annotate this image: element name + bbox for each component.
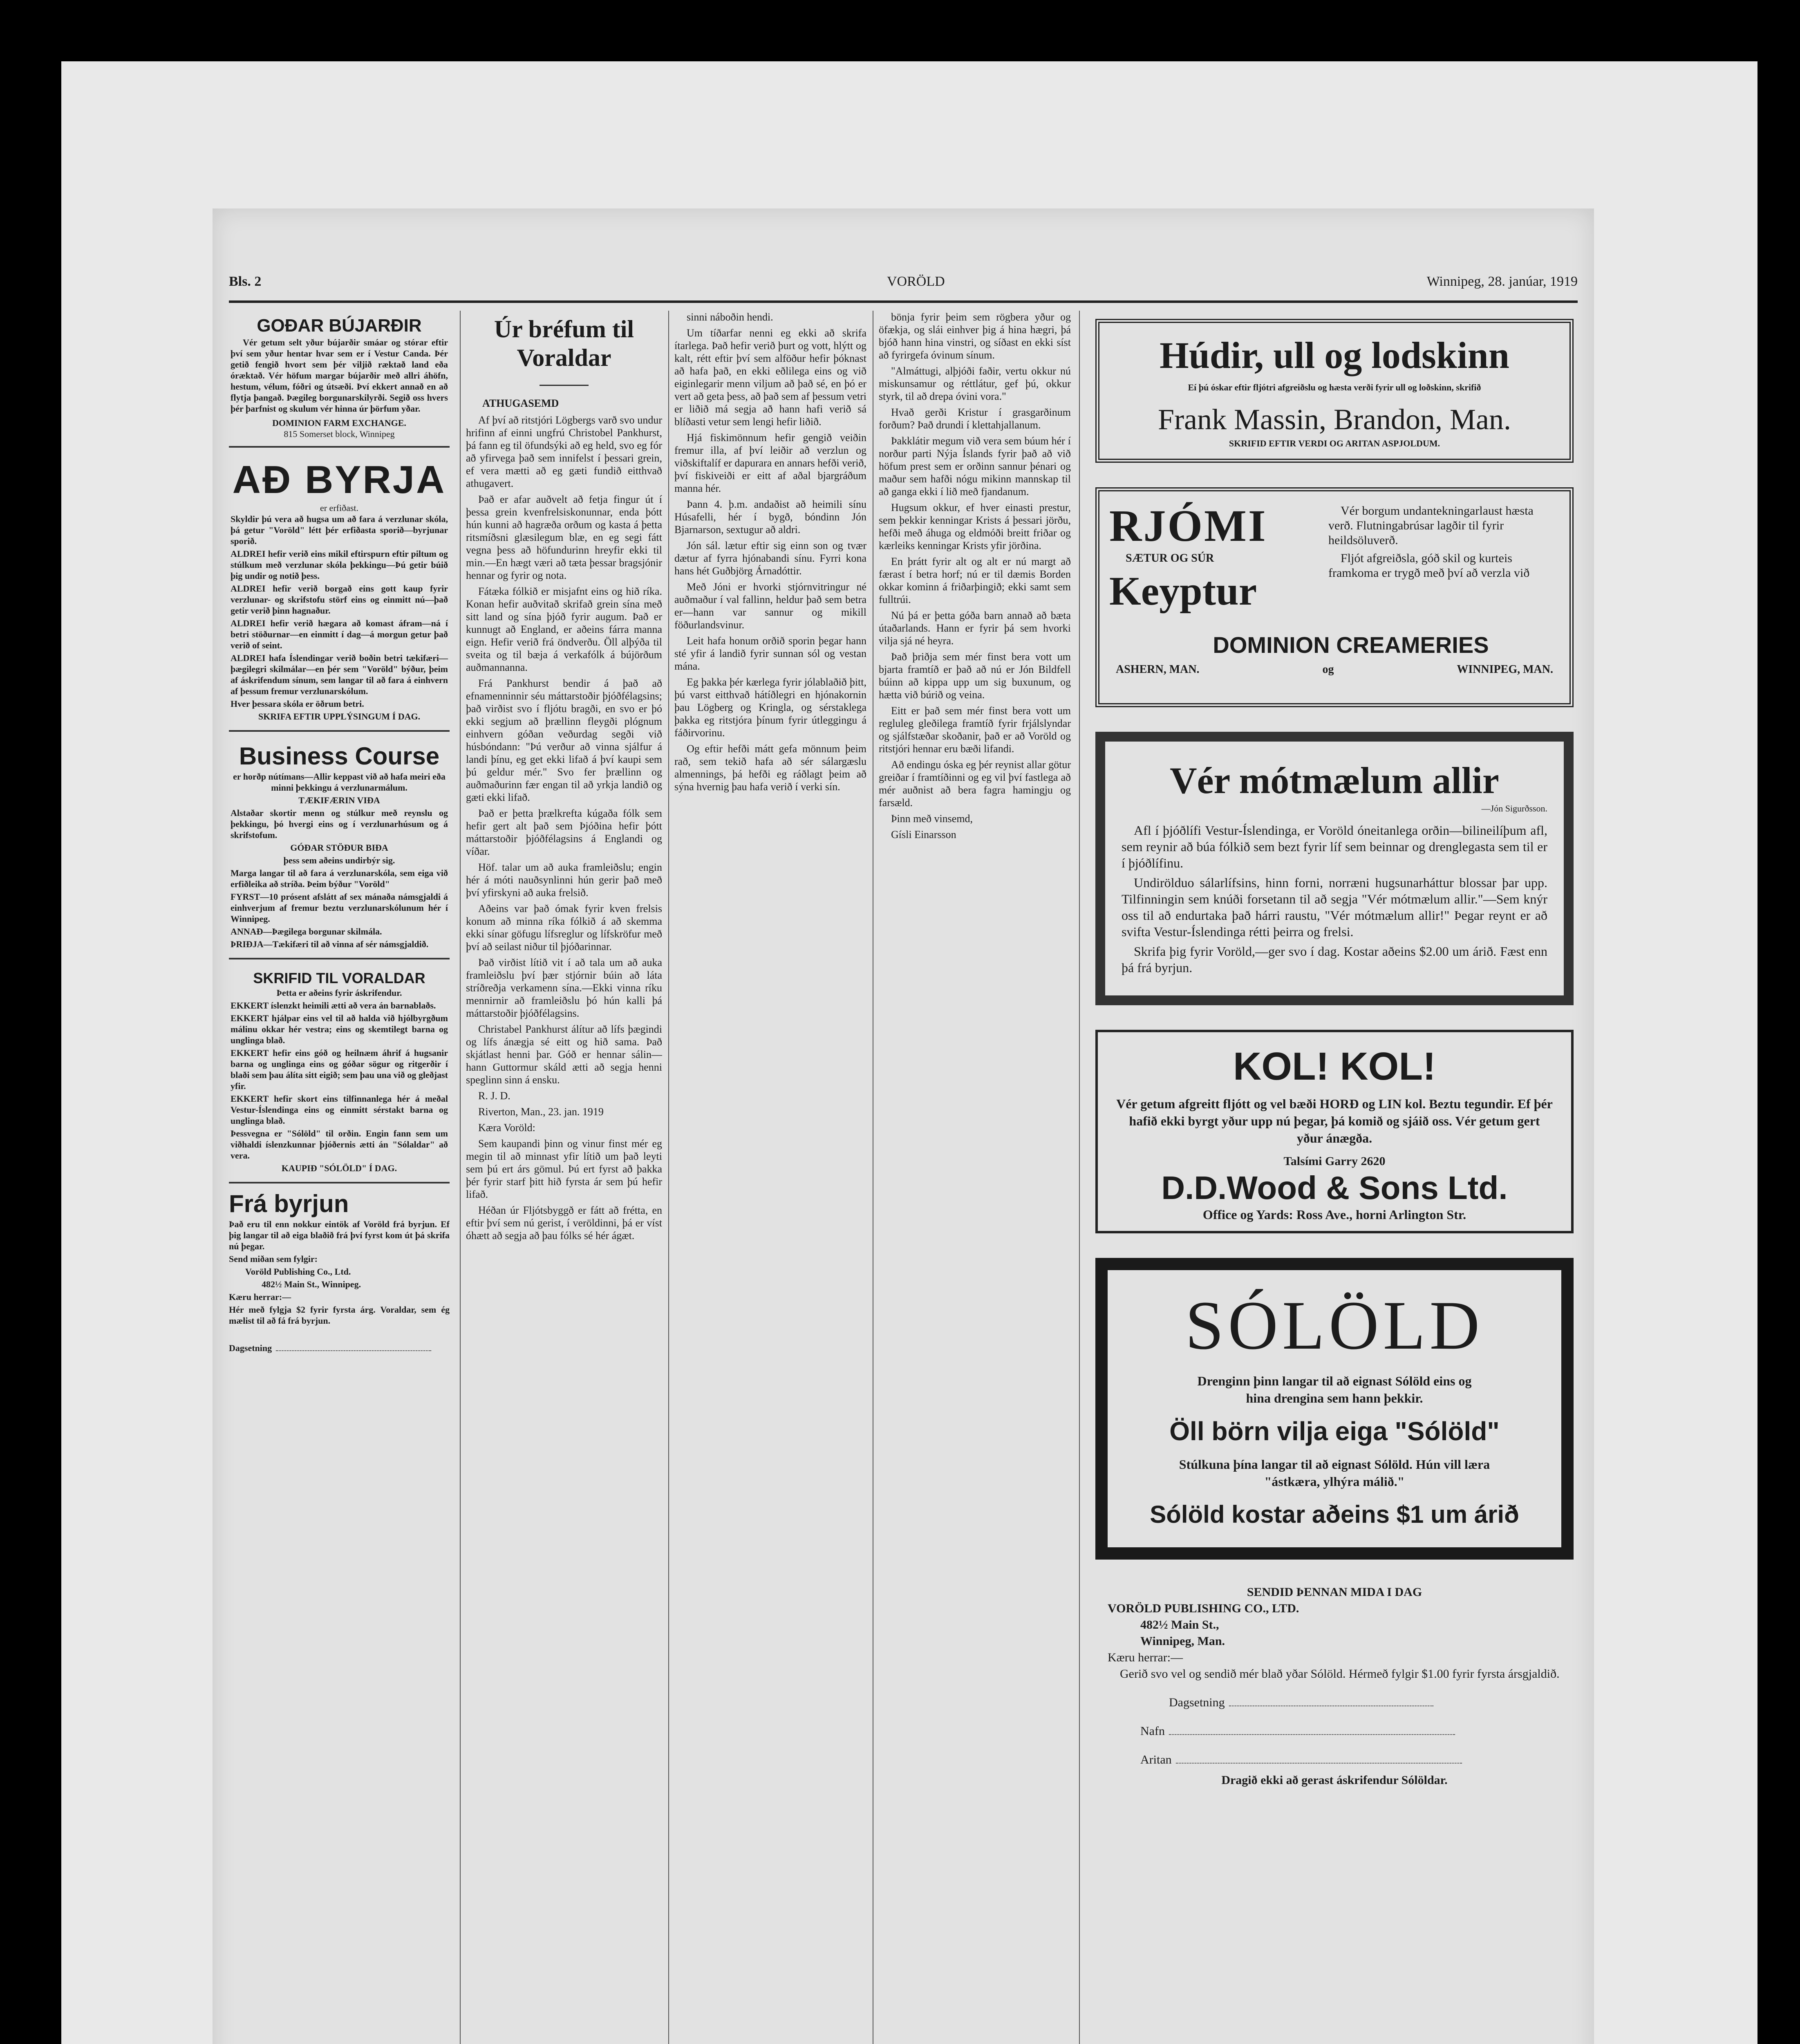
letter-paragraph: Það er þetta þrælkrefta kúgaða fólk sem hefir gert alt það sem Þjóðina hefir þótt máttarstoðir þjóðfélagsins á Englandi og víðar. <box>466 807 662 857</box>
frabyrjun-req: Hér með fylgja $2 fyrir fyrsta árg. Voraldar, sem ég mælist til að fá frá byrjun. <box>229 1304 450 1326</box>
bujardir-address: 815 Somerset block, Winnipeg <box>284 429 395 439</box>
date-fill-line[interactable] <box>276 1350 431 1351</box>
skrifid-p6: KAUPIÐ "SÓLÖLD" Í DAG. <box>281 1163 397 1173</box>
letter-paragraph: Riverton, Man., 23. jan. 1919 <box>478 1106 604 1118</box>
letter-paragraph: Og eftir hefði mátt gefa mönnum þeim rað, sem tekið hafa að sér sálargæslu almennings, þá hefði eg ráðlagt þeim að sýna hvernig þau hafa verið í verki sín. <box>674 743 866 793</box>
bujardir-company: DOMINION FARM EXCHANGE. <box>272 418 406 428</box>
rjomi-title: RJÓMI <box>1109 501 1267 551</box>
skrifid-p1: EKKERT íslenzkt heimili ætti að vera án barnablaðs. <box>231 1000 436 1011</box>
business-sub1: TÆKIFÆRIN VIÐA <box>298 795 380 805</box>
page-number: Bls. 2 <box>229 274 262 289</box>
letter-paragraph: Af því að ritstjóri Lögbergs varð svo undur hrifinn af einni ungfrú Christobel Pankhurst, þá fann eg til öfundsýki að eg held, svo eg fór að yfirvega það sem innifelst í þessari grein, ef vera mætti að eg gæti fundið eitthvað athugavert. <box>466 414 662 489</box>
coupon-addr3: Winnipeg, Man. <box>1140 1634 1225 1648</box>
coupon-foot: Dragið ekki að gerast áskrifendur Sólöldar. <box>1221 1773 1448 1787</box>
frabyrjun-send: Send miðan sem fylgir: <box>229 1254 318 1264</box>
kol-title: KOL! KOL! <box>1233 1044 1436 1088</box>
business-intro: er horðp nútímans—Allir keppast við að hafa meiri eða minni þekkingu á verzlunarmálum. <box>233 771 446 793</box>
coupon-kaeri: Kæru herrar:— <box>1108 1651 1183 1664</box>
motmaelum-p1: Afl í þjóðlífi Vestur-Íslendinga, er Voröld óneitanlega orðin—bilineilíþum afl, sem reynir að búa fólkið sem bezt fyrir líf sem beinnar og drenglegasta sem til er í þjóðlífinu. <box>1122 823 1547 870</box>
dateline: Winnipeg, 28. janúar, 1919 <box>1426 274 1578 289</box>
rjomi-sub: SÆTUR OG SÚR <box>1126 552 1214 565</box>
rjomi-company: DOMINION CREAMERIES <box>1213 632 1489 658</box>
solold-ad <box>1095 1258 1574 1560</box>
adbyrja-subtitle: er erfiðast. <box>320 503 359 513</box>
adbyrja-p2: ALDREI hefir verið eins mikil eftirspurn eftir piltum og stúlkum með verzlunar skóla þekkingu—Þú getir búið þig undir og notið þess. <box>231 549 448 581</box>
letter-paragraph: Christabel Pankhurst álítur að lífs þægindi og lífs ánægja sé eitt og hið sama. Það skjátlast henni þar. Góð er hennar sálin—hann Guttormur skáld ætti að segja henni speglinn sinn á ensku. <box>466 1023 662 1086</box>
letter-paragraph: Leit hafa honum orðið sporin þegar hann sté yfir á landið fyrir sunnan sól og vestan mána. <box>674 635 866 672</box>
business-p6: ÞRIÐJA—Tækifæri til að vinna af sér námsgjaldið. <box>231 939 429 949</box>
frabyrjun-addr1: Voröld Publishing Co., Ltd. <box>245 1266 351 1277</box>
skrifid-p2: EKKERT hjálpar eins vel til að halda við hjólbyrgðum málinu okkar hér vestra; eins og skemtilegt barna og unglinga blað. <box>231 1013 448 1045</box>
solold-title: SÓLÖLD <box>1185 1287 1484 1364</box>
hudir-ad <box>1095 319 1574 463</box>
kol-phone: Talsími Garry 2620 <box>1283 1154 1386 1168</box>
adbyrja-title: AÐ BYRJA <box>232 458 446 502</box>
frabyrjun-date-label: Dagsetning <box>229 1343 272 1353</box>
coupon-address-label: Aritan <box>1140 1753 1172 1766</box>
rjomi-loc2: WINNIPEG, MAN. <box>1457 663 1553 676</box>
rjomi-locations <box>1116 663 1553 676</box>
letter-paragraph: Um tíðarfar nenni eg ekki að skrifa ítarlega. Það hefir verið þurt og vott, hlýtt og kalt, rétt eftir því sem alföður hefir þóknast að hafa það, en ekki eðlilega eins og við eiginlegarir menn viljum að það sé, en þó er vert að geta þess, að það sem af þessum vetri er liðið má segja að hann hafi verið sá blíðasti vetur sem lengi hefir liðið. <box>674 327 866 428</box>
letter-paragraph: Kæra Voröld: <box>478 1122 535 1134</box>
letter-paragraph: Aðeins var það ómak fyrir kven frelsis konum að minna ríka fólkið á að skemma ekki sínar göfugu lífsreglur og lífskröfur með því að seilast niður til þjóðarinnar. <box>466 903 662 953</box>
letters-subtitle: ATHUGASEMD <box>482 397 559 409</box>
column-divider <box>1079 311 1080 2044</box>
frabyrjun-title: Frá byrjun <box>229 1190 349 1217</box>
letter-paragraph: Það er afar auðvelt að fetja fingur út í þessa grein kvenfrelsiskonunnar, enda þótt hún kunni að hagræða orðum og kasta á þetta ritsmíðsni glæsilegum blæ, en eg segi fátt vegna þess að höfundurinn hreyfir ekki til min.—En hægt væri að tæta þessar bragsjónir hennar og fyrir og nota. <box>466 493 662 581</box>
adbyrja-p4: ALDREI hefir verið hægara að komast áfram—ná í betri stöðurnar—en einmitt í dag—á morgun getur það verið of seint. <box>231 618 448 650</box>
business-p1: Alstaðar skortir menn og stúlkur með reynslu og þekkingu, þó hvergi eins og í verzlunarhúsum og á skrifstofum. <box>231 808 448 840</box>
letters-column-1 <box>466 311 662 2044</box>
column-divider <box>668 311 669 2044</box>
solold-coupon <box>1108 1584 1561 1788</box>
coupon-title: SENDID ÞENNAN MIDA I DAG <box>1247 1585 1422 1599</box>
letter-paragraph: Nú þá er þetta góða barn annað að bæta útaðarlands. Hann er fyrir þá sem hvorki vilja sjá né heyra. <box>879 610 1071 647</box>
solold-p1: Drenginn þinn langar til að eignast Sólöld eins og hina drengina sem hann þekkir. <box>1197 1374 1472 1405</box>
page-header <box>229 274 1578 298</box>
bujardir-body: Vér getum selt yður bújarðir smáar og stórar eftir því sem yður hentar hvar sem er í Vestur Canda. Þér getið fengið hvort sem þér viljið ræktað land eða óræktað. Vér höfum margar bújarðir með allri áhöfn, hestum, vélum, fóðri og útsæði. Því ekkert annað en að flytja þangað. Þægileg borgunarskilyrði. Segið oss hvers þér þarfnist og skulum vér hinna úr þörfum yðar. <box>231 337 448 414</box>
business-p4: FYRST—10 prósent afslátt af sex mánaða námsgjaldi á einhverjum af fremur beztu verzlunarskólunum hér í Winnipeg. <box>231 892 448 924</box>
solold-p3: Stúlkuna þína langar til að eignast Sólöld. Hún vill læra "ástkæra, ylhýra málið." <box>1179 1457 1490 1489</box>
letter-paragraph: Þinn með vinsemd, <box>891 813 973 825</box>
business-p2: þess sem aðeins undirbýr sig. <box>283 855 395 865</box>
kol-company: D.D.Wood & Sons Ltd. <box>1161 1170 1508 1206</box>
rjomi-loc1: ASHERN, MAN. <box>1116 663 1200 676</box>
letter-paragraph: Það þriðja sem mér finst bera vott um bjarta framtíð er það að nú er Jón Bildfell búinn að kippa upp um sig buxunum, og hætta við búrið og veina. <box>879 651 1071 701</box>
newspaper-page <box>213 208 1594 2044</box>
header-rule <box>229 300 1578 303</box>
coupon-name-label: Nafn <box>1140 1724 1165 1738</box>
adbyrja-p3: ALDREI hefir verið borgað eins gott kaup fyrir verzlunar- og skrifstofu störf eins og einmitt nú—það getir verið þinn hagnaður. <box>231 583 448 616</box>
frabyrjun-section <box>229 1189 450 1354</box>
letter-paragraph: "Almáttugi, alþjóði faðir, vertu okkur nú miskunsamur og réttlátur, gef þú, okkur styrk, til að drepa óvini vora." <box>879 365 1071 402</box>
rjomi-title2: Keyptur <box>1109 568 1257 614</box>
hudir-small: SKRIFID EFTIR VERDI OG ARITAN ASPJOLDUM. <box>1229 438 1440 448</box>
coupon-addr2: 482½ Main St., <box>1140 1618 1219 1632</box>
adbyrja-p1: Skyldir þú vera að hugsa um að fara á verzlunar skóla, þá getur "Voröld" létt þér erfiðasta sporið—byrjunar sporið. <box>231 514 448 546</box>
bujardir-title: GOÐAR BÚJARÐIR <box>257 316 422 336</box>
letters-title: Úr bréfum til Voraldar <box>494 316 634 371</box>
kol-p1: Vér getum afgreitt fljótt og vel bæði HORÐ og LIN kol. Beztu tegundir. Ef þér hafið ekki byrgt yður upp nú þegar, þá komið og sjáið oss. Vér getum gert yður ánægða. <box>1116 1096 1553 1145</box>
hudir-name: Frank Massin, Brandon, Man. <box>1158 403 1511 436</box>
business-p3: Marga langar til að fara á verzlunarskóla, sem eiga við erfiðleika að stríða. Þeim býður "Voröld" <box>231 868 448 889</box>
skrifid-title: SKRIFID TIL VORALDAR <box>253 970 425 986</box>
business-p5: ANNAÐ—Þægilega borgunar skilmála. <box>231 926 382 937</box>
letters-column-2 <box>674 311 866 2044</box>
letter-paragraph: sinni náboðin hendi. <box>687 311 773 323</box>
column-divider <box>460 311 461 2044</box>
letter-paragraph: Gísli Einarsson <box>891 829 956 840</box>
letter-paragraph: Fátæka fólkið er misjafnt eins og hið ríka. Konan hefir auðvitað skrifað grein sína með sitt land og sína þjóð fyrir augum. Það er kunnugt að England, er aðeins fárra manna eign. Hefir verið frá öndverðu. Öll alþýða til sveita og til bæja á verkafólk á bújörðum auðmannanna. <box>466 585 662 673</box>
letter-paragraph: R. J. D. <box>478 1090 510 1102</box>
skrifid-p5: Þessvegna er "Sólöld" til orðin. Engin fann sem um viðhaldi íslenzkunnar þjóðernis ætti án "Sólaldar" að vera. <box>231 1128 448 1161</box>
skrifid-p3: EKKERT hefir eins góð og heilnæm áhrif á hugsanir barna og unglinga eins og góðar sögur og ritgerðir í blaði sem þau álíta sitt eigið; sem þau una við og gleðjast yfir. <box>231 1048 448 1091</box>
column-1 <box>229 311 450 2044</box>
letter-paragraph: Héðan úr Fljótsbyggð er fátt að frétta, en eftir því sem nú gerist, í veröldinni, þá er víst óhætt að segja að þau fólks sé hér ágæt. <box>466 1204 662 1242</box>
letter-paragraph: Eitt er það sem mér finst bera vott um regluleg gleðilega framtíð fyrir frjálslyndar og sjálfstæðar skoðanir, það er að Voröld og ritstjóri hennar eru bæði lifandi. <box>879 705 1071 755</box>
letter-paragraph: Jón sál. lætur eftir sig einn son og tvær dætur af fyrra hjónabandi sínu. Fyrri kona hans hét Guðbjörg Árnadóttir. <box>674 540 866 577</box>
skrifid-p4: EKKERT hefir skort eins tilfinnanlega hér á meðal Vestur-Íslendinga eins og einmitt sérstakt barna og unglinga blað. <box>231 1094 448 1126</box>
ads-column <box>1091 311 1578 2044</box>
rjomi-p1: Vér borgum undantekningarlaust hæsta verð. Flutningabrúsar lagðir til fyrir heildsöluverð. <box>1328 504 1534 547</box>
motmaelum-p2: Undirölduo sálarlífsins, hinn forni, norræni hugsunarháttur blossar þar upp. Tilfinningin sem knúði forsetann til að segja "Vér mótmælum allir."—Sem knýr oss til að endurtaka það hárri raustu, "Vér mótmælum allir!" Þegar reynt er að svifta Vestur-Íslendinga rétti þeirra og frelsi. <box>1122 875 1547 939</box>
coupon-date-label: Dagsetning <box>1169 1696 1225 1709</box>
business-sub2: GÓÐAR STÖÐUR BIÐA <box>290 843 388 853</box>
bujardir-ad <box>229 311 450 448</box>
letter-paragraph: Þakklátir megum við vera sem búum hér í norður parti Nýja Íslands fyrir það að við höfum prest sem er orðinn sannur þénari og maður sem hafði nógu mikinn mannskap til að ganga ekki í lið með fjandanum. <box>879 435 1071 498</box>
motmaelum-ad <box>1095 732 1574 1005</box>
kol-ad <box>1095 1030 1574 1233</box>
hudir-sub: Eí þú óskar eftir fljótri afgreiðslu og hæsta verði fyrir ull og loðskinn, skrifið <box>1188 382 1481 392</box>
letter-paragraph: En þrátt fyrir alt og alt er nú margt að færast í betra horf; nú er til dæmis Borden okkar kominn á friðarþingið; ekki samt sem fulltrúi. <box>879 556 1071 605</box>
coupon-address-line[interactable] <box>1176 1762 1462 1764</box>
coupon-name-line[interactable] <box>1169 1734 1455 1735</box>
letter-paragraph: Hugsum okkur, ef hver einasti prestur, sem þekkir kenningar Krists á þessari jörðu, hefði með áhuga og eldmóði breitt friðar og kærleiks kenningar Krists yfir jörðina. <box>879 502 1071 551</box>
letter-paragraph: bönja fyrir þeim sem rögbera yður og öfækja, og slái einhver þig á hina hægri, þá bjóð hann hina vinstri, og síðast en ekki síst að fyrirgefa óvinum sínum. <box>879 311 1071 361</box>
motmaelum-attrib: —Jón Sigurðsson. <box>1481 803 1547 814</box>
solold-p4: Sólöld kostar aðeins $1 um árið <box>1150 1501 1519 1528</box>
rjomi-ad <box>1095 487 1574 707</box>
adbyrja-p7: SKRIFA EFTIR UPPLÝSINGUM Í DAG. <box>258 711 421 722</box>
letter-paragraph: Það virðist lítið vit í að tala um að auka framleiðslu því þær stjórnir búin að láta stríðreðja verkamenn sína.—Ekki vinna ríku mennirnir að framleiðslu þó hún kalli þá máttarstoðir þjóðfélagsins. <box>466 957 662 1019</box>
business-course-ad <box>229 737 450 959</box>
rjomi-p2: Fljót afgreiðsla, góð skil og kurteis framkoma er trygð með því að verzla við <box>1328 551 1530 580</box>
letter-paragraph: Með Jóni er hvorki stjórnvitringur né auðmaður í val fallinn, heldur það sem betra er—hann var sannur og mikill föðurlandsvinur. <box>674 581 866 631</box>
kol-office: Office og Yards: Ross Ave., horni Arlington Str. <box>1202 1207 1466 1222</box>
coupon-req: Gerið svo vel og sendið mér blað yðar Sólöld. Hérmeð fylgir $1.00 fyrir fyrsta ársgjaldið. <box>1120 1667 1560 1681</box>
adbyrja-p6: Hver þessara skóla er öðrum betri. <box>231 699 364 709</box>
title-rule <box>540 385 589 386</box>
motmaelum-title: Vér mótmælum allir <box>1170 760 1499 801</box>
masthead: VORÖLD <box>887 274 945 289</box>
frabyrjun-kaeri: Kæru herrar:— <box>229 1292 291 1302</box>
adbyrja-p5: ALDREI hafa Íslendingar verið boðin betri tækifæri—þægilegri skilmálar—en þér sem "Voröld" býður, þeim af áskrifendum sínum, sem langar til að fara á einhvern af þessum fremur verzlunarskólum. <box>231 653 448 696</box>
coupon-addr1: VORÖLD PUBLISHING CO., LTD. <box>1108 1602 1299 1615</box>
adbyrja-ad <box>229 453 450 732</box>
letter-paragraph: Eg þakka þér kærlega fyrir jólablaðið þitt, þú varst eitthvað hátíðlegri en hjónakornin þau Lögberg og Kringla, og sérstaklega þakka eg ritstjóra þínum fyrir útleggingu á fáðirvorinu. <box>674 676 866 739</box>
letter-paragraph: Þann 4. þ.m. andaðist að heimili sínu Húsafelli, hér í bygð, bóndinn Jón Bjarnarson, sextugur að aldri. <box>674 498 866 536</box>
rjomi-text <box>1328 504 1557 584</box>
letter-paragraph: Hvað gerði Kristur í grasgarðinum forðum? Það drundi í klettahjallanum. <box>879 406 1071 431</box>
skrifid-ad <box>229 965 450 1183</box>
rjomi-og: og <box>1322 663 1334 676</box>
motmaelum-p3: Skrifa þig fyrir Voröld,—ger svo í dag. Kostar aðeins $2.00 um árið. Fæst enn þá frá byrjun. <box>1122 944 1547 975</box>
hudir-title: Húdir, ull og lodskinn <box>1160 334 1509 376</box>
letter-paragraph: Að endingu óska eg þér reynist allar götur greiðar í framtíðinni og eg vil því fastlega að mér auðnist að bera fagra hamingju og farsæld. <box>879 759 1071 809</box>
letter-paragraph: Höf. talar um að auka framleiðslu; engin hér á móti nauðsynlinni hún gerir það með því yfirskyni að auka frelsið. <box>466 861 662 899</box>
letters-column-3 <box>879 311 1071 2044</box>
letter-paragraph: Hjá fiskimönnum hefir gengið veiðin fremur illa, af því leiðir að verzlun og viðskiftalíf er dapurara en annars hefði verið, því fiskiveiði er eitt af aðal bjargráðum manna hér. <box>674 432 866 494</box>
solold-p2: Öll börn vilja eiga "Sólöld" <box>1169 1416 1500 1446</box>
skrifid-sub: Þetta er aðeins fyrir áskrifendur. <box>276 988 402 998</box>
coupon-date-line[interactable] <box>1229 1705 1433 1706</box>
letter-paragraph: Sem kaupandi þinn og vinur finst mér eg megin til að minnast yfir lítið um það leyti sem þú ert árs gömul. Þú ert fyrst að þakka þér fyrir starf þitt hið fyrsta ár sem þú hefir lifað. <box>466 1138 662 1200</box>
letter-paragraph: Frá Pankhurst bendir á það að efnamenninnir séu máttarstoðir þjóðfélagsins; það virðist svo í fljótu bragði, en svo er þó ekki segjum að þrællinn fleygði plógnum einhvern góðan veðurdag segði við húsbóndann: "Þú verður að vinna sjálfur á landi þínu, eg get ekki lifað á því kaupi sem þú geldur mér." Svo fer þrællinn og auðmaðurinn fær engan til að yrkja landið og gæti ekki lifað. <box>466 677 662 803</box>
business-title: Business Course <box>239 742 440 770</box>
frabyrjun-addr2: 482½ Main St., Winnipeg. <box>262 1279 361 1289</box>
frabyrjun-body: Það eru til enn nokkur eintök af Voröld frá byrjun. Ef þig langar til að eiga blaðið frá því fyrst kom út þá skrifa nú þegar. <box>229 1219 450 1251</box>
